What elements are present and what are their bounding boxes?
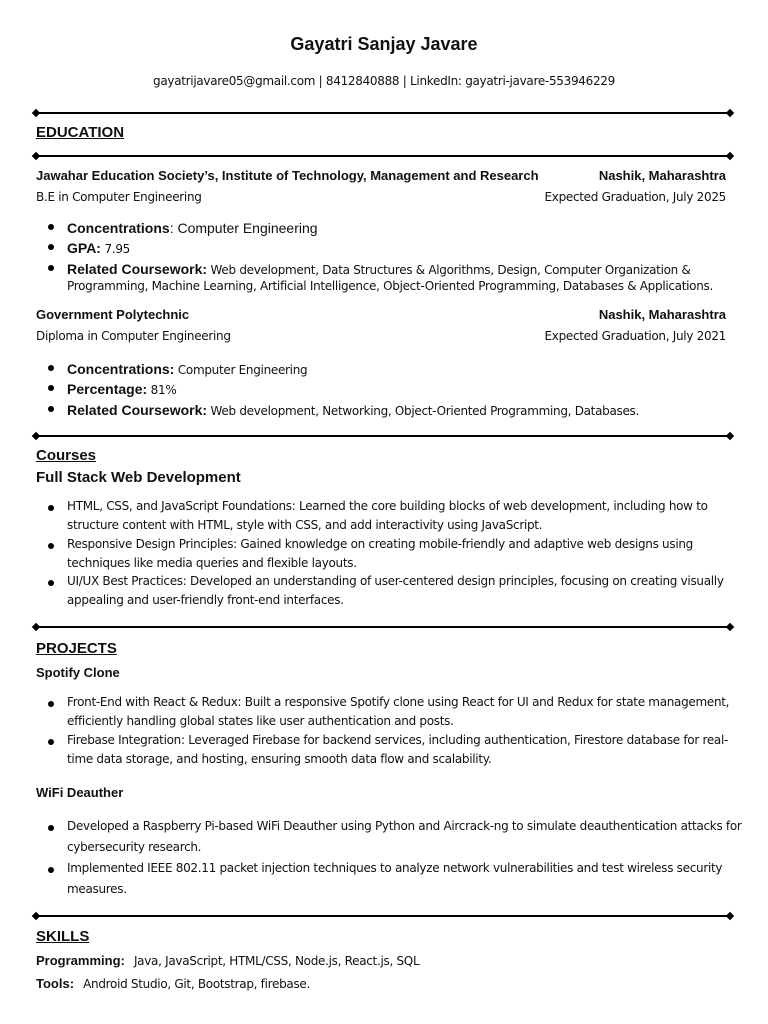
item-value: Web development, Data Structures & Algorithms, Design, Computer Organization &	[207, 263, 691, 277]
project-item-line: Firebase Integration: Leveraged Firebase for backend services, including authentication, Firestore database for real-	[67, 733, 729, 747]
contact-line: gayatrijavare05@gmail.com | 8412840888 | LinkedIn: gayatri-javare-553946229	[153, 74, 615, 88]
skills-value: Android Studio, Git, Bootstrap, firebase.	[83, 977, 310, 991]
bullet	[48, 825, 54, 831]
bullet	[48, 543, 54, 549]
course-item-line: UI/UX Best Practices: Developed an understanding of user-centered design principles, focusing on creating visually	[67, 574, 724, 588]
project-item-line: Implemented IEEE 802.11 packet injection techniques to analyze network vulnerabilities and test wireless security	[67, 861, 723, 875]
item-value: Web development, Networking, Object-Oriented Programming, Databases.	[207, 404, 640, 418]
skills-programming	[36, 950, 419, 969]
bullet	[48, 739, 54, 745]
candidate-name: Gayatri Sanjay Javare	[290, 34, 478, 54]
item-continuation: Programming, Machine Learning, Artificial Intelligence, Object-Oriented Programming, Databases & Applications.	[67, 279, 713, 293]
divider	[36, 112, 730, 114]
institution-location: Nashik, Maharashtra	[598, 168, 726, 183]
skills-label: Programming:	[36, 953, 125, 968]
course-title: Full Stack Web Development	[36, 469, 241, 486]
education-item	[67, 259, 691, 278]
divider	[36, 626, 730, 628]
divider	[36, 155, 730, 157]
item-label: Percentage:	[67, 381, 148, 397]
project-item-line: cybersecurity research.	[67, 840, 202, 854]
project-title: WiFi Deauther	[36, 785, 124, 800]
bullet	[48, 867, 54, 873]
bullet	[48, 365, 54, 371]
education-item	[67, 379, 176, 398]
project-item-line: Front-End with React & Redux: Built a responsive Spotify clone using React for UI and Redux for state management,	[67, 695, 730, 709]
item-label: Concentrations	[67, 220, 170, 236]
item-label: Related Coursework:	[67, 402, 208, 418]
graduation-date: Expected Graduation, July 2021	[544, 329, 726, 343]
skills-label: Tools:	[36, 976, 75, 991]
education-item	[67, 400, 639, 419]
item-label: Related Coursework:	[67, 261, 208, 277]
education-item	[67, 359, 307, 378]
project-title: Spotify Clone	[36, 665, 120, 680]
item-value: Computer Engineering	[174, 363, 308, 377]
item-label: GPA:	[67, 240, 101, 256]
item-value: 7.95	[100, 242, 131, 256]
projects-heading: PROJECTS	[36, 640, 117, 657]
bullet	[48, 224, 54, 230]
course-item-line: HTML, CSS, and JavaScript Foundations: Learned the core building blocks of web development, including how to	[67, 499, 708, 513]
project-item-line: Developed a Raspberry Pi-based WiFi Deauther using Python and Aircrack-ng to simulate deauthentication attacks for	[67, 819, 742, 833]
divider	[36, 435, 730, 437]
project-item-line: efficiently handling global states like user authentication and posts.	[67, 714, 454, 728]
divider	[36, 915, 730, 917]
degree: B.E in Computer Engineering	[36, 190, 202, 204]
item-value: : Computer Engineering	[169, 220, 318, 236]
bullet	[48, 406, 54, 412]
skills-heading: SKILLS	[36, 928, 90, 945]
education-heading: EDUCATION	[36, 124, 125, 141]
bullet	[48, 265, 54, 271]
graduation-date: Expected Graduation, July 2025	[544, 190, 726, 204]
degree: Diploma in Computer Engineering	[36, 329, 231, 343]
education-item	[67, 218, 318, 237]
course-item-line: Responsive Design Principles: Gained knowledge on creating mobile-friendly and adaptive web designs using	[67, 537, 693, 551]
institution-name: Jawahar Education Society’s, Institute of Technology, Management and Research	[36, 168, 539, 183]
bullet	[48, 701, 54, 707]
skills-value: Java, JavaScript, HTML/CSS, Node.js, React.js, SQL	[133, 954, 420, 968]
item-label: Concentrations:	[67, 361, 175, 377]
bullet	[48, 244, 54, 250]
item-value: 81%	[147, 383, 177, 397]
project-item-line: time data storage, and hosting, ensuring smooth data flow and scalability.	[67, 752, 492, 766]
institution-location: Nashik, Maharashtra	[598, 307, 726, 322]
institution-name: Government Polytechnic	[36, 307, 190, 322]
bullet	[48, 505, 54, 511]
project-item-line: measures.	[67, 882, 127, 896]
skills-tools	[36, 973, 310, 992]
course-item-line: techniques like media queries and flexible layouts.	[67, 556, 357, 570]
course-item-line: structure content with HTML, style with CSS, and add interactivity using JavaScript.	[67, 518, 543, 532]
bullet	[48, 580, 54, 586]
education-item	[67, 238, 130, 257]
courses-heading: Courses	[36, 447, 97, 464]
bullet	[48, 385, 54, 391]
course-item-line: appealing and user-friendly front-end interfaces.	[67, 593, 344, 607]
